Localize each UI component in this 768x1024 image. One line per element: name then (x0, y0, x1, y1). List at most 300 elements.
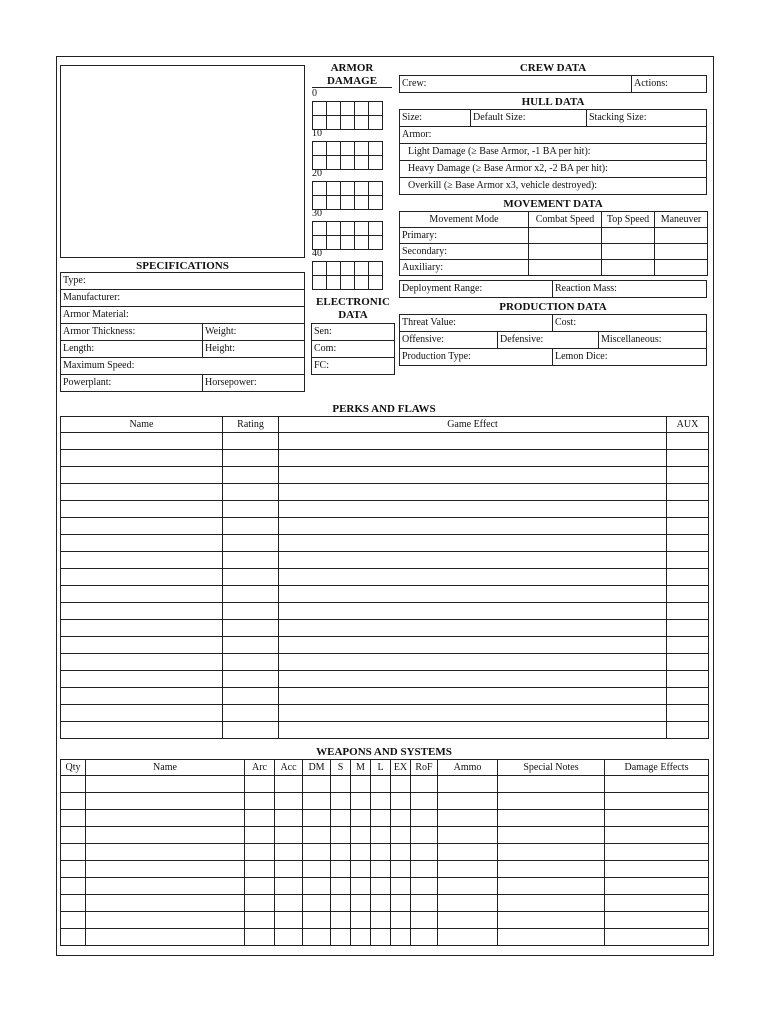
perks-cell[interactable] (61, 654, 223, 671)
weapons-cell[interactable] (275, 844, 303, 861)
cost[interactable]: Cost: (552, 314, 707, 332)
armor-damage-box[interactable] (340, 155, 355, 170)
armor-damage-box[interactable] (340, 141, 355, 156)
weapons-cell[interactable] (303, 776, 331, 793)
weapons-cell[interactable] (371, 810, 391, 827)
movement-cell[interactable] (602, 244, 655, 260)
weapons-cell[interactable] (61, 861, 86, 878)
perks-cell[interactable] (279, 705, 667, 722)
hull-heavy-damage[interactable]: Heavy Damage (≥ Base Armor x2, -2 BA per hit): (399, 160, 707, 178)
spec-armor-thickness[interactable]: Armor Thickness: (60, 323, 203, 341)
armor-marker: 20 (312, 168, 322, 179)
weapons-cell[interactable] (391, 793, 411, 810)
perks-cell[interactable] (667, 501, 709, 518)
weapons-cell[interactable] (61, 776, 86, 793)
perks-cell[interactable] (61, 637, 223, 654)
perks-cell[interactable] (667, 637, 709, 654)
weapons-cell[interactable] (86, 895, 245, 912)
armor-damage-box[interactable] (312, 221, 327, 236)
weapons-cell[interactable] (438, 929, 498, 946)
perks-cell[interactable] (279, 433, 667, 450)
weapons-cell[interactable] (498, 844, 605, 861)
movement-cell[interactable] (602, 260, 655, 276)
defensive[interactable]: Defensive: (497, 331, 599, 349)
weapons-cell[interactable] (331, 827, 351, 844)
weapons-cell[interactable] (605, 776, 709, 793)
armor-damage-box[interactable] (368, 115, 383, 130)
weapons-cell[interactable] (245, 827, 275, 844)
armor-damage-box[interactable] (312, 141, 327, 156)
armor-damage-box[interactable] (368, 141, 383, 156)
threat-value[interactable]: Threat Value: (399, 314, 553, 332)
perks-cell[interactable] (61, 688, 223, 705)
perks-cell[interactable] (279, 688, 667, 705)
weapons-cell[interactable] (438, 861, 498, 878)
perks-cell[interactable] (279, 450, 667, 467)
weapons-cell[interactable] (498, 878, 605, 895)
weapons-cell[interactable] (391, 929, 411, 946)
movement-cell[interactable] (529, 244, 602, 260)
weapons-cell[interactable] (331, 912, 351, 929)
weapons-cell[interactable] (245, 895, 275, 912)
perks-cell[interactable] (667, 518, 709, 535)
spec-length[interactable]: Length: (60, 340, 203, 358)
perks-title: PERKS AND FLAWS (332, 403, 436, 415)
weapons-cell[interactable] (245, 912, 275, 929)
weapons-cell[interactable] (391, 810, 411, 827)
weapons-cell[interactable] (86, 776, 245, 793)
spec-manufacturer[interactable]: Manufacturer: (60, 289, 305, 307)
weapons-cell[interactable] (391, 878, 411, 895)
armor-damage-box[interactable] (326, 115, 341, 130)
perks-cell[interactable] (279, 518, 667, 535)
perks-cell[interactable] (223, 654, 279, 671)
weapons-cell[interactable] (275, 827, 303, 844)
armor-damage-box[interactable] (354, 181, 369, 196)
weapons-cell[interactable] (86, 827, 245, 844)
weapons-cell[interactable] (498, 895, 605, 912)
armor-damage-box[interactable] (354, 261, 369, 276)
perks-cell[interactable] (61, 535, 223, 552)
weapons-cell[interactable] (86, 929, 245, 946)
weapons-cell[interactable] (498, 827, 605, 844)
weapons-cell[interactable] (61, 929, 86, 946)
perks-cell[interactable] (223, 484, 279, 501)
perks-cell[interactable] (279, 654, 667, 671)
weapons-cell[interactable] (371, 793, 391, 810)
weapons-cell[interactable] (411, 810, 438, 827)
weapons-cell[interactable] (351, 810, 371, 827)
weapons-cell[interactable] (411, 861, 438, 878)
movement-cell[interactable] (602, 228, 655, 244)
hull-title: HULL DATA (521, 96, 585, 108)
weapons-cell[interactable] (605, 844, 709, 861)
weapons-cell[interactable] (411, 929, 438, 946)
spec-armor-material[interactable]: Armor Material: (60, 306, 305, 324)
weapons-cell[interactable] (438, 844, 498, 861)
perks-cell[interactable] (61, 586, 223, 603)
weapons-cell[interactable] (275, 776, 303, 793)
armor-damage-box[interactable] (340, 181, 355, 196)
reaction-mass[interactable]: Reaction Mass: (552, 280, 707, 298)
armor-damage-box[interactable] (340, 275, 355, 290)
weapons-cell[interactable] (303, 929, 331, 946)
hull-stacking-size[interactable]: Stacking Size: (586, 109, 707, 127)
crew-field[interactable]: Crew: (399, 75, 632, 93)
weapons-cell[interactable] (275, 929, 303, 946)
armor-damage-box[interactable] (326, 195, 341, 210)
weapons-cell[interactable] (605, 810, 709, 827)
miscellaneous[interactable]: Miscellaneous: (598, 331, 707, 349)
perks-cell[interactable] (61, 671, 223, 688)
armor-damage-box[interactable] (368, 235, 383, 250)
weapons-cell[interactable] (275, 861, 303, 878)
weapons-cell[interactable] (371, 827, 391, 844)
perks-cell[interactable] (61, 569, 223, 586)
perks-cell[interactable] (279, 484, 667, 501)
armor-damage-box[interactable] (340, 115, 355, 130)
armor-damage-box[interactable] (340, 195, 355, 210)
weapons-cell[interactable] (86, 861, 245, 878)
perks-cell[interactable] (667, 586, 709, 603)
perks-table (60, 416, 709, 739)
spec-max-speed[interactable]: Maximum Speed: (60, 357, 305, 375)
weapons-cell[interactable] (331, 861, 351, 878)
spec-type[interactable]: Type: (60, 272, 305, 290)
armor-damage-box[interactable] (326, 141, 341, 156)
spec-powerplant[interactable]: Powerplant: (60, 374, 203, 392)
weapons-cell[interactable] (351, 861, 371, 878)
weapons-cell[interactable] (303, 895, 331, 912)
perks-cell[interactable] (61, 620, 223, 637)
weapons-cell[interactable] (303, 827, 331, 844)
weapons-cell[interactable] (605, 827, 709, 844)
perks-cell[interactable] (223, 688, 279, 705)
perks-cell[interactable] (279, 501, 667, 518)
perks-cell[interactable] (279, 535, 667, 552)
weapons-cell[interactable] (351, 793, 371, 810)
weapons-cell[interactable] (605, 912, 709, 929)
weapons-cell[interactable] (351, 827, 371, 844)
perks-cell[interactable] (223, 467, 279, 484)
weapons-cell[interactable] (61, 912, 86, 929)
weapons-cell[interactable] (61, 895, 86, 912)
weapons-cell[interactable] (411, 878, 438, 895)
armor-damage-box[interactable] (354, 101, 369, 116)
actions-field[interactable]: Actions: (631, 75, 707, 93)
weapons-cell[interactable] (245, 929, 275, 946)
armor-damage-box[interactable] (368, 181, 383, 196)
weapons-cell[interactable] (245, 861, 275, 878)
weapons-cell[interactable] (391, 776, 411, 793)
armor-damage-box[interactable] (368, 261, 383, 276)
weapons-cell[interactable] (303, 912, 331, 929)
weapons-cell[interactable] (245, 878, 275, 895)
movement-auxiliary[interactable]: Auxiliary: (400, 260, 529, 276)
crew-title: CREW DATA (519, 62, 587, 74)
perks-cell[interactable] (667, 620, 709, 637)
weapons-cell[interactable] (605, 861, 709, 878)
perks-cell[interactable] (223, 501, 279, 518)
armor-damage-box[interactable] (326, 235, 341, 250)
armor-damage-box[interactable] (354, 235, 369, 250)
perks-cell[interactable] (667, 535, 709, 552)
armor-damage-box[interactable] (340, 221, 355, 236)
perks-cell[interactable] (279, 603, 667, 620)
weapons-cell[interactable] (605, 878, 709, 895)
perks-cell[interactable] (667, 569, 709, 586)
weapons-cell[interactable] (86, 878, 245, 895)
weapons-cell[interactable] (331, 929, 351, 946)
armor-damage-box[interactable] (326, 155, 341, 170)
weapons-cell[interactable] (411, 844, 438, 861)
perks-cell[interactable] (223, 535, 279, 552)
armor-damage-box[interactable] (354, 155, 369, 170)
perks-cell[interactable] (223, 671, 279, 688)
spec-weight[interactable]: Weight: (202, 323, 305, 341)
weapons-cell[interactable] (605, 929, 709, 946)
perks-header-rating: Rating (223, 417, 279, 433)
perks-cell[interactable] (223, 620, 279, 637)
weapons-cell[interactable] (245, 810, 275, 827)
hull-light-damage[interactable]: Light Damage (≥ Base Armor, -1 BA per hit): (399, 143, 707, 161)
perks-cell[interactable] (279, 620, 667, 637)
weapons-cell[interactable] (245, 776, 275, 793)
weapons-cell[interactable] (371, 929, 391, 946)
armor-damage-box[interactable] (326, 261, 341, 276)
weapons-cell[interactable] (605, 793, 709, 810)
armor-damage-box[interactable] (354, 275, 369, 290)
weapons-cell[interactable] (351, 912, 371, 929)
weapons-cell[interactable] (371, 895, 391, 912)
weapons-cell[interactable] (275, 810, 303, 827)
perks-cell[interactable] (279, 637, 667, 654)
weapons-cell[interactable] (438, 810, 498, 827)
perks-cell[interactable] (667, 603, 709, 620)
armor-damage-box[interactable] (312, 101, 327, 116)
perks-cell[interactable] (279, 552, 667, 569)
weapons-cell[interactable] (331, 810, 351, 827)
weapons-cell[interactable] (245, 793, 275, 810)
weapons-cell[interactable] (61, 827, 86, 844)
armor-damage-box[interactable] (312, 181, 327, 196)
spec-height[interactable]: Height: (202, 340, 305, 358)
weapons-cell[interactable] (391, 861, 411, 878)
weapons-cell[interactable] (61, 793, 86, 810)
weapons-cell[interactable] (371, 776, 391, 793)
armor-damage-box[interactable] (354, 221, 369, 236)
weapons-cell[interactable] (303, 861, 331, 878)
movement-primary[interactable]: Primary: (400, 228, 529, 244)
weapons-cell[interactable] (438, 895, 498, 912)
perks-cell[interactable] (279, 569, 667, 586)
weapons-cell[interactable] (331, 793, 351, 810)
weapons-cell[interactable] (498, 929, 605, 946)
electronic-com[interactable]: Com: (311, 340, 395, 358)
weapons-cell[interactable] (275, 878, 303, 895)
weapons-cell[interactable] (438, 776, 498, 793)
perks-cell[interactable] (667, 467, 709, 484)
perks-cell[interactable] (279, 671, 667, 688)
weapons-cell[interactable] (331, 844, 351, 861)
perks-cell[interactable] (223, 569, 279, 586)
hull-overkill[interactable]: Overkill (≥ Base Armor x3, vehicle destroyed): (399, 177, 707, 195)
weapons-cell[interactable] (331, 878, 351, 895)
weapons-cell[interactable] (61, 810, 86, 827)
weapons-cell[interactable] (371, 878, 391, 895)
weapons-cell[interactable] (438, 912, 498, 929)
weapons-cell[interactable] (498, 776, 605, 793)
weapons-cell[interactable] (86, 810, 245, 827)
weapons-cell[interactable] (61, 844, 86, 861)
armor-damage-box[interactable] (368, 101, 383, 116)
movement-cell[interactable] (529, 260, 602, 276)
perks-cell[interactable] (223, 433, 279, 450)
perks-cell[interactable] (61, 518, 223, 535)
weapons-cell[interactable] (391, 912, 411, 929)
lemon-dice[interactable]: Lemon Dice: (552, 348, 707, 366)
weapons-cell[interactable] (411, 793, 438, 810)
movement-secondary[interactable]: Secondary: (400, 244, 529, 260)
weapons-cell[interactable] (303, 810, 331, 827)
weapons-cell[interactable] (391, 827, 411, 844)
perks-cell[interactable] (667, 671, 709, 688)
weapons-cell[interactable] (438, 793, 498, 810)
perks-row (61, 467, 709, 484)
electronic-sen[interactable]: Sen: (311, 323, 395, 341)
armor-damage-box[interactable] (312, 261, 327, 276)
perks-cell[interactable] (223, 552, 279, 569)
perks-cell[interactable] (223, 603, 279, 620)
weapons-cell[interactable] (303, 878, 331, 895)
perks-cell[interactable] (667, 433, 709, 450)
perks-cell[interactable] (667, 450, 709, 467)
weapons-cell[interactable] (371, 861, 391, 878)
hull-size[interactable]: Size: (399, 109, 471, 127)
weapons-cell[interactable] (351, 895, 371, 912)
perks-cell[interactable] (223, 705, 279, 722)
weapons-cell[interactable] (351, 878, 371, 895)
perks-cell[interactable] (223, 586, 279, 603)
movement-cell[interactable] (529, 228, 602, 244)
perks-cell[interactable] (667, 705, 709, 722)
weapons-cell[interactable] (303, 844, 331, 861)
weapons-cell[interactable] (331, 895, 351, 912)
weapons-cell[interactable] (411, 776, 438, 793)
perks-cell[interactable] (667, 722, 709, 739)
perks-cell[interactable] (279, 722, 667, 739)
armor-damage-box[interactable] (326, 221, 341, 236)
hull-default-size[interactable]: Default Size: (470, 109, 587, 127)
weapons-cell[interactable] (245, 844, 275, 861)
weapons-cell[interactable] (371, 912, 391, 929)
movement-cell[interactable] (655, 244, 708, 260)
perks-cell[interactable] (279, 586, 667, 603)
movement-cell[interactable] (655, 228, 708, 244)
armor-damage-box[interactable] (340, 261, 355, 276)
perks-cell[interactable] (61, 467, 223, 484)
weapons-cell[interactable] (371, 844, 391, 861)
perks-cell[interactable] (61, 433, 223, 450)
armor-damage-box[interactable] (368, 275, 383, 290)
armor-damage-box[interactable] (368, 155, 383, 170)
armor-damage-box[interactable] (340, 235, 355, 250)
weapons-cell[interactable] (303, 793, 331, 810)
weapons-cell[interactable] (498, 861, 605, 878)
perks-cell[interactable] (61, 450, 223, 467)
perks-cell[interactable] (223, 450, 279, 467)
production-type[interactable]: Production Type: (399, 348, 553, 366)
weapons-cell[interactable] (86, 912, 245, 929)
weapons-cell[interactable] (498, 793, 605, 810)
weapons-cell[interactable] (498, 912, 605, 929)
perks-cell[interactable] (667, 654, 709, 671)
perks-cell[interactable] (223, 637, 279, 654)
electronic-fc[interactable]: FC: (311, 357, 395, 375)
armor-damage-box[interactable] (326, 101, 341, 116)
perks-cell[interactable] (61, 552, 223, 569)
weapons-cell[interactable] (275, 895, 303, 912)
armor-damage-box[interactable] (326, 275, 341, 290)
weapons-cell[interactable] (438, 878, 498, 895)
weapons-cell[interactable] (411, 827, 438, 844)
weapons-cell[interactable] (61, 878, 86, 895)
perks-cell[interactable] (223, 518, 279, 535)
offensive[interactable]: Offensive: (399, 331, 498, 349)
deployment-range[interactable]: Deployment Range: (399, 280, 553, 298)
armor-damage-box[interactable] (354, 141, 369, 156)
weapons-cell[interactable] (391, 844, 411, 861)
perks-cell[interactable] (279, 467, 667, 484)
armor-damage-box[interactable] (312, 275, 327, 290)
weapons-cell[interactable] (391, 895, 411, 912)
armor-damage-box[interactable] (340, 101, 355, 116)
weapons-cell[interactable] (331, 776, 351, 793)
perks-cell[interactable] (61, 705, 223, 722)
weapons-cell[interactable] (275, 793, 303, 810)
movement-cell[interactable] (655, 260, 708, 276)
armor-damage-box[interactable] (368, 195, 383, 210)
perks-cell[interactable] (667, 552, 709, 569)
armor-damage-box[interactable] (326, 181, 341, 196)
weapons-cell[interactable] (438, 827, 498, 844)
perks-cell[interactable] (61, 501, 223, 518)
weapons-cell[interactable] (411, 912, 438, 929)
weapons-cell[interactable] (498, 810, 605, 827)
weapons-cell[interactable] (275, 912, 303, 929)
spec-horsepower[interactable]: Horsepower: (202, 374, 305, 392)
perks-cell[interactable] (667, 688, 709, 705)
weapons-cell[interactable] (351, 929, 371, 946)
perks-cell[interactable] (223, 722, 279, 739)
weapons-cell[interactable] (351, 844, 371, 861)
weapons-header: Damage Effects (605, 760, 709, 776)
weapons-cell[interactable] (351, 776, 371, 793)
armor-damage-box[interactable] (354, 115, 369, 130)
weapons-cell[interactable] (605, 895, 709, 912)
perks-header-aux: AUX (667, 417, 709, 433)
weapons-cell[interactable] (86, 793, 245, 810)
armor-damage-box[interactable] (354, 195, 369, 210)
weapons-cell[interactable] (86, 844, 245, 861)
weapons-cell[interactable] (411, 895, 438, 912)
perks-cell[interactable] (667, 484, 709, 501)
armor-damage-box[interactable] (368, 221, 383, 236)
perks-cell[interactable] (61, 603, 223, 620)
perks-cell[interactable] (61, 484, 223, 501)
perks-cell[interactable] (61, 722, 223, 739)
hull-armor[interactable]: Armor: (399, 126, 707, 144)
